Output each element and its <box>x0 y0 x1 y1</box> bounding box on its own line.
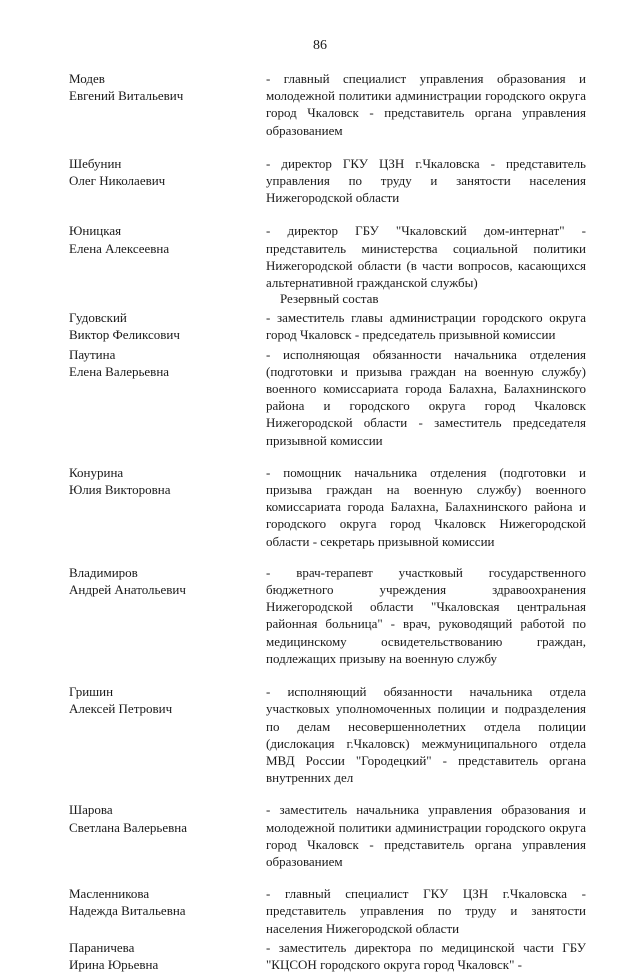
member-surname: Масленникова <box>69 886 150 902</box>
reserve-member-row <box>0 564 640 667</box>
member-given-names: Андрей Анатольевич <box>69 582 186 598</box>
member-name <box>69 939 254 973</box>
member-surname: Параничева <box>69 939 135 955</box>
member-name <box>69 564 254 598</box>
member-role: - главный специалист ГКУ ЦЗН г.Чкаловска - представитель управления по труду и занятости населения Нижегородской области <box>266 886 586 936</box>
member-role: - главный специалист управления образования и молодежной политики администрации городского округа город Чкаловск - представитель органа управления образованием <box>266 71 586 138</box>
commission-list <box>0 70 640 973</box>
member-role: - исполняющий обязанности начальника отдела участковых уполномоченных полиции и подразделения по делам несовершеннолетних отдела полиции (дислокация г.Чкаловск) межмуниципального отдела МВД России "Городецкий" - представитель органа внутренних дел <box>266 684 586 786</box>
member-row <box>0 155 640 207</box>
member-role: - врач-терапевт участковый государственного бюджетного учреждения здравоохранения Нижегородской области "Чкаловская центральная районная больница" - врач, руководящий работой по медицинскому освидетельствованию граждан, подлежащих призыву на военную службу <box>266 564 586 666</box>
member-given-names: Светлана Валерьевна <box>69 819 187 835</box>
member-role: - исполняющая обязанности начальника отделения (подготовки и призыва граждан на военную службу) военного комиссариата города Балахна, Балахнинского района и городского округа город Чкаловск Нижегородской области - заместитель председателя призывной комиссии <box>266 346 586 448</box>
member-name <box>69 346 254 380</box>
member-surname: Владимиров <box>69 564 138 580</box>
reserve-member-row <box>0 801 640 870</box>
member-name <box>69 155 254 189</box>
reserve-member-row <box>0 309 640 343</box>
member-name <box>69 309 254 343</box>
member-role: - заместитель главы администрации городского округа город Чкаловск - председатель призывной комиссии <box>266 310 586 343</box>
member-role: - заместитель директора по медицинской части ГБУ "КЦСОН городского округа город Чкаловск" - <box>266 939 586 972</box>
reserve-member-row <box>0 464 640 550</box>
member-surname: Паутина <box>69 346 116 362</box>
member-name <box>69 683 254 717</box>
member-given-names: Елена Алексеевна <box>69 240 170 256</box>
member-surname: Гудовский <box>69 310 127 326</box>
reserve-member-row <box>0 346 640 449</box>
member-role: - заместитель начальника управления образования и молодежной политики администрации городского округа город Чкаловск - представитель органа управления образованием <box>266 802 586 869</box>
member-role: - директор ГБУ "Чкаловский дом-интернат" - представитель министерства социальной политики Нижегородской области (в части вопросов, касающихся альтернативной гражданской службы) <box>266 223 586 291</box>
member-name <box>69 801 254 835</box>
member-role: - директор ГКУ ЦЗН г.Чкаловска - представитель управления по труду и занятости населения Нижегородской области <box>266 155 586 206</box>
member-surname: Шебунин <box>69 155 122 171</box>
member-given-names: Алексей Петрович <box>69 701 173 717</box>
member-name <box>69 70 254 104</box>
member-surname: Гришин <box>69 684 114 700</box>
reserve-member-row <box>0 683 640 786</box>
reserve-heading: Резервный состав <box>280 291 379 307</box>
member-surname: Модев <box>69 71 105 86</box>
reserve-member-row <box>0 885 640 937</box>
page-number: 86 <box>313 38 327 53</box>
member-given-names: Виктор Феликсович <box>69 327 180 343</box>
member-given-names: Евгений Витальевич <box>69 88 184 104</box>
member-role: - помощник начальника отделения (подготовки и призыва граждан на военную службу) военного комиссариата города Балахна, Балахнинского района и городского округа город Чкаловск Нижегородской области - секретарь призывной комиссии <box>266 464 586 549</box>
member-surname: Конурина <box>69 464 124 480</box>
member-name <box>69 222 254 256</box>
member-given-names: Ирина Юрьевна <box>69 956 159 972</box>
member-given-names: Юлия Викторовна <box>69 482 171 498</box>
member-row <box>0 70 640 139</box>
member-given-names: Олег Николаевич <box>69 173 166 189</box>
member-given-names: Надежда Витальевна <box>69 903 186 919</box>
reserve-member-row <box>0 939 640 973</box>
member-given-names: Елена Валерьевна <box>69 363 170 379</box>
member-row <box>0 222 640 291</box>
member-name <box>69 464 254 498</box>
member-surname: Юницкая <box>69 223 122 239</box>
member-surname: Шарова <box>69 802 113 818</box>
member-name <box>69 885 254 919</box>
